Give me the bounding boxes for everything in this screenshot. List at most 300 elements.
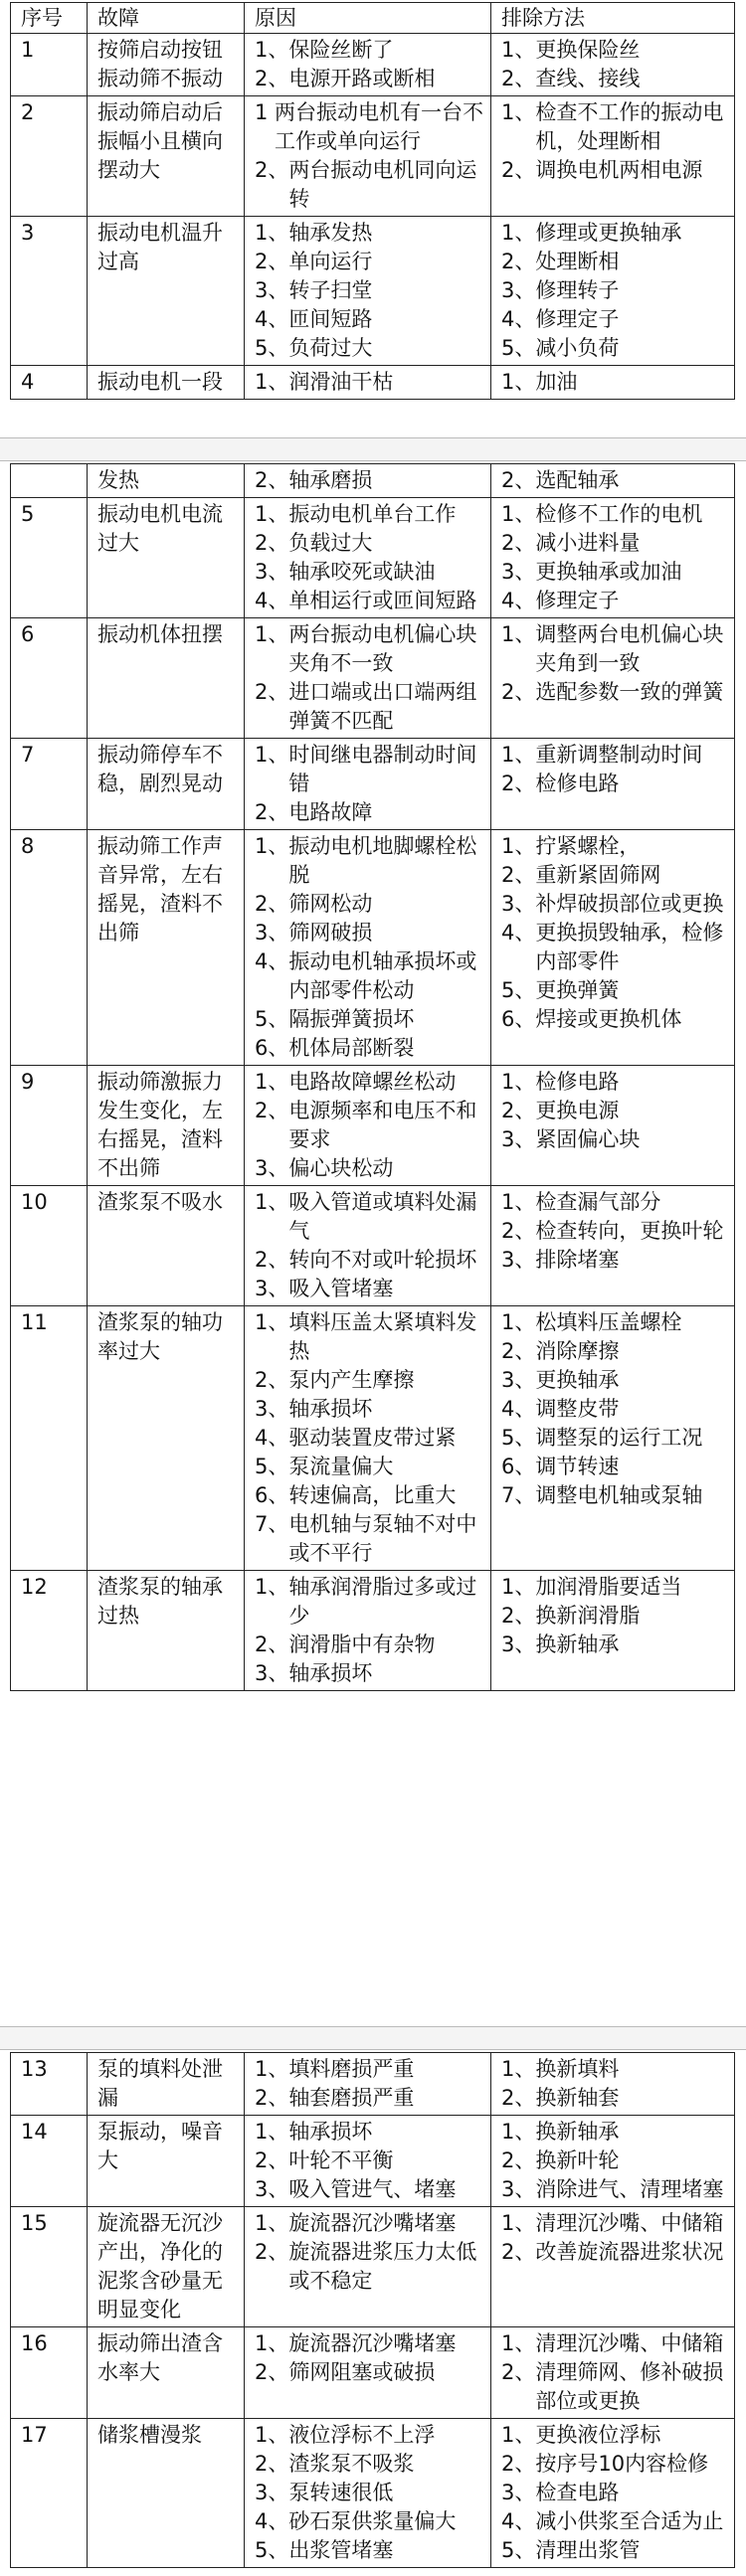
row-number: 2 [11, 96, 88, 217]
item-text: 调整泵的运行工况 [535, 1426, 703, 1450]
cause-item [255, 1481, 484, 1510]
row-number: 8 [11, 830, 88, 1066]
item-number: 6、 [255, 1483, 289, 1507]
remedy-item [501, 1188, 728, 1217]
item-text: 加润滑脂要适当 [535, 1575, 682, 1599]
remedy-item [501, 1366, 728, 1395]
item-number: 1、 [501, 1070, 536, 1094]
cause-item [255, 36, 484, 65]
fault-cell: 振动电机电流过大 [88, 498, 245, 618]
cause-item [255, 2238, 484, 2296]
item-number: 2、 [255, 531, 289, 555]
item-text: 轴承损坏 [288, 1661, 373, 1685]
item-number: 1、 [255, 1070, 289, 1094]
cause-item [255, 2175, 484, 2204]
item-text: 更换液位浮标 [535, 2423, 661, 2447]
item-number: 7、 [255, 1512, 289, 1536]
cause-item [255, 1424, 484, 1453]
cause-item [255, 1659, 484, 1688]
remedy-item [501, 1097, 728, 1125]
cause-item [255, 500, 484, 529]
item-number: 5、 [255, 1007, 289, 1031]
table-row [11, 830, 735, 1066]
item-text: 消除进气、清理堵塞 [535, 2177, 724, 2201]
item-number: 3、 [501, 1368, 536, 1392]
header-no: 序号 [11, 3, 88, 34]
fault-cell: 振动筛激振力发生变化，左右摇晃，渣料不出筛 [88, 1066, 245, 1186]
row-number: 9 [11, 1066, 88, 1186]
item-number: 1 [255, 100, 276, 124]
troubleshooting-table-part-1 [10, 2, 735, 400]
item-number: 1、 [501, 622, 536, 646]
remedy-cell [491, 830, 735, 1066]
fault-cell: 泵振动，噪音大 [88, 2116, 245, 2207]
table-row [11, 464, 735, 498]
item-text: 换新轴套 [535, 2086, 620, 2110]
item-number: 1、 [501, 1310, 536, 1334]
remedy-cell [491, 34, 735, 96]
cause-item [255, 276, 484, 305]
cause-item [255, 1188, 484, 1246]
table-row [11, 1186, 735, 1306]
remedy-item [501, 770, 728, 798]
cause-item [255, 305, 484, 334]
item-text: 吸入管道或填料处漏气 [288, 1190, 477, 1243]
cause-item [255, 529, 484, 558]
item-number: 3、 [501, 1127, 536, 1151]
table-row [11, 96, 735, 217]
table-row [11, 739, 735, 830]
item-number: 3、 [255, 921, 289, 945]
item-text: 保险丝断了 [288, 38, 394, 62]
cause-cell [245, 498, 491, 618]
cause-item [255, 2479, 484, 2507]
item-number: 5、 [255, 336, 289, 360]
troubleshooting-table-part-3 [10, 2052, 735, 2568]
cause-item [255, 798, 484, 827]
cause-item [255, 2507, 484, 2536]
item-number: 3、 [255, 278, 289, 302]
item-number: 1、 [501, 221, 536, 245]
remedy-item [501, 2329, 728, 2358]
remedy-item [501, 678, 728, 707]
item-number: 2、 [501, 863, 536, 887]
fault-cell: 振动电机一段 [88, 366, 245, 400]
item-number: 2、 [501, 2240, 536, 2264]
cause-cell [245, 217, 491, 366]
item-number: 6、 [501, 1455, 536, 1478]
item-number: 4、 [255, 589, 289, 612]
table-row [11, 2116, 735, 2207]
remedy-item [501, 36, 728, 65]
remedy-item [501, 156, 728, 185]
table-row [11, 2207, 735, 2327]
item-text: 出浆管堵塞 [288, 2538, 394, 2562]
remedy-item [501, 2209, 728, 2238]
item-text: 转向不对或叶轮损坏 [288, 1248, 477, 1272]
item-number: 2、 [501, 67, 536, 90]
item-number: 1、 [255, 221, 289, 245]
row-number: 6 [11, 618, 88, 739]
item-text: 进口端或出口端两组弹簧不匹配 [288, 680, 477, 733]
item-text: 振动电机轴承损坏或内部零件松动 [288, 949, 477, 1002]
fault-cell: 储浆槽漫浆 [88, 2419, 245, 2568]
item-number: 1、 [501, 834, 536, 858]
cause-cell [245, 1306, 491, 1571]
remedy-item [501, 98, 728, 156]
item-text: 渣浆泵不吸浆 [288, 2452, 415, 2476]
item-text: 润滑油干枯 [288, 370, 394, 394]
item-number: 3、 [501, 1248, 536, 1272]
cause-item [255, 890, 484, 919]
remedy-item [501, 1481, 728, 1510]
remedy-item [501, 919, 728, 976]
row-number: 1 [11, 34, 88, 96]
item-text: 更换损毁轴承，检修内部零件 [535, 921, 724, 973]
header-remedy: 排除方法 [491, 3, 735, 34]
cause-item [255, 2118, 484, 2147]
item-text: 砂石泵供浆量偏大 [288, 2509, 457, 2533]
item-number: 3、 [255, 1156, 289, 1180]
row-number: 12 [11, 1571, 88, 1691]
row-number: 5 [11, 498, 88, 618]
fault-cell: 旋流器无沉沙产出，净化的泥浆含砂量无明显变化 [88, 2207, 245, 2327]
remedy-cell [491, 96, 735, 217]
remedy-item [501, 832, 728, 861]
fault-cell: 振动筛出渣含水率大 [88, 2327, 245, 2419]
cause-item [255, 1005, 484, 1034]
row-number: 3 [11, 217, 88, 366]
remedy-item [501, 2450, 728, 2479]
cause-cell [245, 464, 491, 498]
table-row [11, 1066, 735, 1186]
table-section-3 [10, 2052, 734, 2568]
row-number: 4 [11, 366, 88, 400]
item-text: 选配轴承 [535, 468, 620, 492]
item-text: 吸入管进气、堵塞 [288, 2177, 457, 2201]
remedy-item [501, 466, 728, 495]
item-text: 填料磨损严重 [288, 2057, 415, 2081]
item-text: 紧固偏心块 [535, 1127, 641, 1151]
cause-cell [245, 1571, 491, 1691]
table-row [11, 618, 735, 739]
item-text: 检修不工作的电机 [535, 502, 703, 526]
item-text: 泵内产生摩擦 [288, 1368, 415, 1392]
item-number: 2、 [255, 158, 289, 182]
table-section-1 [10, 2, 734, 400]
item-text: 单相运行或匝间短路 [288, 589, 477, 612]
item-number: 1、 [501, 743, 536, 767]
item-text: 修理转子 [535, 278, 620, 302]
cause-cell [245, 618, 491, 739]
item-text: 检查漏气部分 [535, 1190, 661, 1214]
item-number: 2、 [255, 468, 289, 492]
fault-cell: 振动电机温升过高 [88, 217, 245, 366]
cause-item [255, 1366, 484, 1395]
item-text: 松填料压盖螺栓 [535, 1310, 682, 1334]
item-text: 检查不工作的振动电机，处理断相 [535, 100, 724, 153]
item-text: 更换电源 [535, 1099, 620, 1122]
item-number: 2、 [255, 2086, 289, 2110]
cause-cell [245, 1066, 491, 1186]
item-text: 加油 [535, 370, 578, 394]
item-number: 1、 [501, 2120, 536, 2144]
item-text: 振动电机地脚螺栓松脱 [288, 834, 477, 887]
remedy-item [501, 248, 728, 276]
fault-cell: 发热 [88, 464, 245, 498]
cause-item [255, 2358, 484, 2387]
item-text: 调整电机轴或泵轴 [535, 1483, 703, 1507]
item-text: 润滑脂中有杂物 [288, 1632, 436, 1656]
item-text: 电路故障螺丝松动 [288, 1070, 457, 1094]
cause-item [255, 1631, 484, 1659]
item-number: 4、 [501, 1397, 536, 1421]
item-text: 两台振动电机有一台不工作或单向运行 [275, 100, 484, 153]
item-text: 重新紧固筛网 [535, 863, 661, 887]
cause-item [255, 2084, 484, 2113]
item-number: 2、 [501, 2452, 536, 2476]
cause-item [255, 98, 484, 156]
item-number: 2、 [255, 800, 289, 824]
item-number: 1、 [501, 1575, 536, 1599]
item-number: 3、 [255, 1397, 289, 1421]
item-text: 电源开路或断相 [288, 67, 436, 90]
cause-item [255, 248, 484, 276]
cause-cell [245, 739, 491, 830]
item-text: 填料压盖太紧填料发热 [288, 1310, 477, 1363]
table-row [11, 2053, 735, 2116]
item-number: 4、 [501, 921, 536, 945]
item-text: 补焊破损部位或更换 [535, 892, 724, 916]
item-text: 拧紧螺栓， [535, 834, 641, 858]
item-text: 机体局部断裂 [288, 1036, 415, 1060]
item-text: 叶轮不平衡 [288, 2148, 394, 2172]
item-text: 更换弹簧 [535, 978, 620, 1002]
remedy-item [501, 1217, 728, 1246]
item-text: 改善旋流器进浆状况 [535, 2240, 724, 2264]
item-number: 6、 [255, 1036, 289, 1060]
remedy-item [501, 1395, 728, 1424]
item-number: 4、 [255, 307, 289, 331]
cause-item [255, 2450, 484, 2479]
item-text: 驱动装置皮带过紧 [288, 1426, 457, 1450]
item-number: 3、 [501, 2481, 536, 2504]
item-text: 电机轴与泵轴不对中或不平行 [288, 1512, 477, 1565]
item-number: 1、 [255, 502, 289, 526]
remedy-cell [491, 2053, 735, 2116]
item-text: 换新润滑脂 [535, 1604, 641, 1628]
item-number: 2、 [255, 1099, 289, 1122]
item-number: 3、 [501, 1632, 536, 1656]
item-number: 3、 [501, 892, 536, 916]
item-text: 调节转速 [535, 1455, 620, 1478]
remedy-item [501, 2055, 728, 2084]
item-number: 2、 [255, 1248, 289, 1272]
item-number: 4、 [255, 1426, 289, 1450]
item-text: 消除摩擦 [535, 1339, 620, 1363]
remedy-item [501, 2421, 728, 2450]
remedy-item [501, 1453, 728, 1481]
cause-item [255, 947, 484, 1005]
remedy-item [501, 2118, 728, 2147]
cause-item [255, 219, 484, 248]
item-text: 焊接或更换机体 [535, 1007, 682, 1031]
item-number: 1、 [501, 2057, 536, 2081]
cause-item [255, 1154, 484, 1183]
cause-item [255, 2147, 484, 2175]
fault-cell: 渣浆泵的轴承过热 [88, 1571, 245, 1691]
remedy-item [501, 219, 728, 248]
item-text: 换新轴承 [535, 2120, 620, 2144]
remedy-item [501, 529, 728, 558]
remedy-item [501, 2238, 728, 2267]
item-text: 转子扫堂 [288, 278, 373, 302]
item-number: 1、 [255, 38, 289, 62]
fault-cell: 振动筛启动后振幅小且横向摆动大 [88, 96, 245, 217]
item-number: 2、 [501, 468, 536, 492]
item-text: 清理沉沙嘴、中储箱 [535, 2211, 724, 2235]
item-number: 2、 [501, 2148, 536, 2172]
cause-cell [245, 2419, 491, 2568]
row-number: 14 [11, 2116, 88, 2207]
item-number: 4、 [501, 2509, 536, 2533]
item-text: 负载过大 [288, 531, 373, 555]
page-gap [0, 2026, 746, 2050]
item-number: 2、 [501, 531, 536, 555]
item-text: 查线、接线 [535, 67, 641, 90]
fault-cell: 振动机体扭摆 [88, 618, 245, 739]
cause-item [255, 1453, 484, 1481]
item-text: 调整皮带 [535, 1397, 620, 1421]
cause-item [255, 558, 484, 587]
item-text: 轴承损坏 [288, 1397, 373, 1421]
item-text: 检修电路 [535, 772, 620, 795]
row-number: 15 [11, 2207, 88, 2327]
item-text: 匝间短路 [288, 307, 373, 331]
cause-item [255, 1246, 484, 1275]
remedy-cell [491, 1066, 735, 1186]
remedy-cell [491, 464, 735, 498]
item-number: 1、 [501, 370, 536, 394]
item-text: 轴承润滑脂过多或过少 [288, 1575, 477, 1628]
cause-item [255, 2421, 484, 2450]
remedy-item [501, 890, 728, 919]
cause-cell [245, 1186, 491, 1306]
remedy-item [501, 305, 728, 334]
remedy-item [501, 334, 728, 363]
remedy-item [501, 1246, 728, 1275]
item-number: 1、 [255, 743, 289, 767]
item-number: 1、 [501, 502, 536, 526]
item-number: 2、 [501, 2360, 536, 2384]
item-number: 2、 [501, 680, 536, 704]
item-number: 6、 [501, 1007, 536, 1031]
item-text: 偏心块松动 [288, 1156, 394, 1180]
item-text: 筛网破损 [288, 921, 373, 945]
table-row [11, 1306, 735, 1571]
remedy-item [501, 587, 728, 615]
table-header-row [11, 3, 735, 34]
item-number: 2、 [255, 680, 289, 704]
item-number: 1、 [255, 2057, 289, 2081]
fault-cell: 泵的填料处泄漏 [88, 2053, 245, 2116]
remedy-cell [491, 2207, 735, 2327]
item-text: 检查转向，更换叶轮 [535, 1219, 724, 1243]
item-number: 1、 [255, 834, 289, 858]
item-number: 1、 [501, 2423, 536, 2447]
item-number: 2、 [501, 1604, 536, 1628]
row-number: 17 [11, 2419, 88, 2568]
item-text: 清理出浆管 [535, 2538, 641, 2562]
item-number: 1、 [255, 2331, 289, 2355]
item-number: 2、 [501, 250, 536, 273]
item-number: 5、 [255, 1455, 289, 1478]
item-number: 2、 [255, 67, 289, 90]
item-number: 2、 [255, 892, 289, 916]
remedy-item [501, 1337, 728, 1366]
item-number: 1、 [255, 1190, 289, 1214]
item-text: 排除堵塞 [535, 1248, 620, 1272]
item-number: 3、 [255, 1277, 289, 1300]
row-number: 11 [11, 1306, 88, 1571]
item-number: 5、 [501, 336, 536, 360]
cause-cell [245, 2116, 491, 2207]
item-text: 清理筛网、修补破损部位或更换 [535, 2360, 724, 2413]
item-text: 电源频率和电压不和要求 [288, 1099, 477, 1151]
remedy-item [501, 1573, 728, 1602]
item-text: 检查电路 [535, 2481, 620, 2504]
item-number: 2、 [255, 1368, 289, 1392]
table-row [11, 217, 735, 366]
remedy-cell [491, 498, 735, 618]
remedy-item [501, 500, 728, 529]
remedy-item [501, 1125, 728, 1154]
cause-cell [245, 96, 491, 217]
cause-item [255, 2209, 484, 2238]
cause-item [255, 466, 484, 495]
item-number: 1、 [501, 1190, 536, 1214]
item-text: 轴承咬死或缺油 [288, 560, 436, 584]
remedy-cell [491, 1186, 735, 1306]
item-number: 2、 [501, 158, 536, 182]
item-text: 时间继电器制动时间错 [288, 743, 477, 795]
remedy-cell [491, 217, 735, 366]
cause-item [255, 1275, 484, 1303]
cause-item [255, 368, 484, 397]
item-text: 筛网松动 [288, 892, 373, 916]
remedy-item [501, 1631, 728, 1659]
remedy-item [501, 1005, 728, 1034]
remedy-item [501, 2147, 728, 2175]
table-row [11, 498, 735, 618]
cause-item [255, 678, 484, 736]
item-number: 3、 [501, 2177, 536, 2201]
item-text: 隔振弹簧损坏 [288, 1007, 415, 1031]
cause-item [255, 2329, 484, 2358]
item-number: 2、 [501, 2086, 536, 2110]
row-number: 16 [11, 2327, 88, 2419]
item-number: 2、 [255, 2240, 289, 2264]
item-text: 液位浮标不上浮 [288, 2423, 436, 2447]
item-text: 减小负荷 [535, 336, 620, 360]
table-row [11, 2327, 735, 2419]
item-number: 2、 [255, 2360, 289, 2384]
item-text: 换新叶轮 [535, 2148, 620, 2172]
troubleshooting-table-part-2 [10, 463, 735, 1691]
cause-cell [245, 366, 491, 400]
fault-cell: 按筛启动按钮振动筛不振动 [88, 34, 245, 96]
table-row [11, 366, 735, 400]
